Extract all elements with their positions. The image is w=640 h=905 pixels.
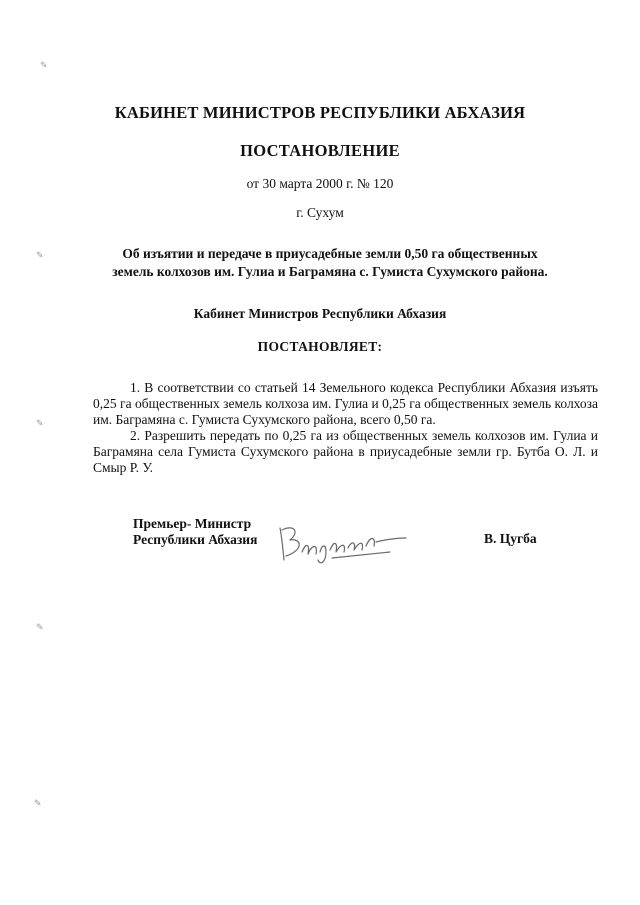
handwritten-signature xyxy=(272,522,412,567)
decides-line: ПОСТАНОВЛЯЕТ: xyxy=(257,339,383,354)
scan-mark-icon: ✎ xyxy=(40,60,48,70)
scan-mark-icon: ✎ xyxy=(36,250,44,260)
government-title: КАБИНЕТ МИНИСТРОВ РЕСПУБЛИКИ АБХАЗИЯ xyxy=(114,103,526,122)
scan-mark-icon: ✎ xyxy=(36,622,44,632)
signatory-role xyxy=(133,516,257,548)
clause-1: 1. В соответствии со статьей 14 Земельного кодекса Республики Абхазия изъять 0,25 га общественных земель колхоза им. Гулиа и 0,25 га общественных земель колхоза им. Баграмяна с. Гумиста Сухумского района, всего 0,50 га. xyxy=(93,380,598,427)
subject-line-2: земель колхозов им. Гулиа и Баграмяна с. Гумиста Сухумского района. xyxy=(112,264,548,279)
signatory-name: В. Цугба xyxy=(484,531,537,546)
document-date-number: от 30 марта 2000 г. № 120 xyxy=(246,176,394,191)
signatory-role-line-1: Премьер- Министр xyxy=(133,516,252,531)
issuer-line: Кабинет Министров Республики Абхазия xyxy=(193,306,447,321)
document-subject xyxy=(100,245,560,281)
document-city: г. Сухум xyxy=(296,205,344,220)
clause-2: 2. Разрешить передать по 0,25 га из общественных земель колхозов им. Гулиа и Баграмяна села Гумиста Сухумского района в приусадебные земли гр. Бутба О. Л. и Смыр Р. У. xyxy=(93,428,598,475)
document-type: ПОСТАНОВЛЕНИЕ xyxy=(240,141,400,160)
scan-mark-icon: ✎ xyxy=(36,418,44,428)
document-body xyxy=(93,380,598,476)
subject-line-1: Об изъятии и передаче в приусадебные земли 0,50 га общественных xyxy=(122,246,538,261)
scan-mark-icon: ✎ xyxy=(34,798,42,808)
signatory-role-line-2: Республики Абхазия xyxy=(133,532,258,547)
